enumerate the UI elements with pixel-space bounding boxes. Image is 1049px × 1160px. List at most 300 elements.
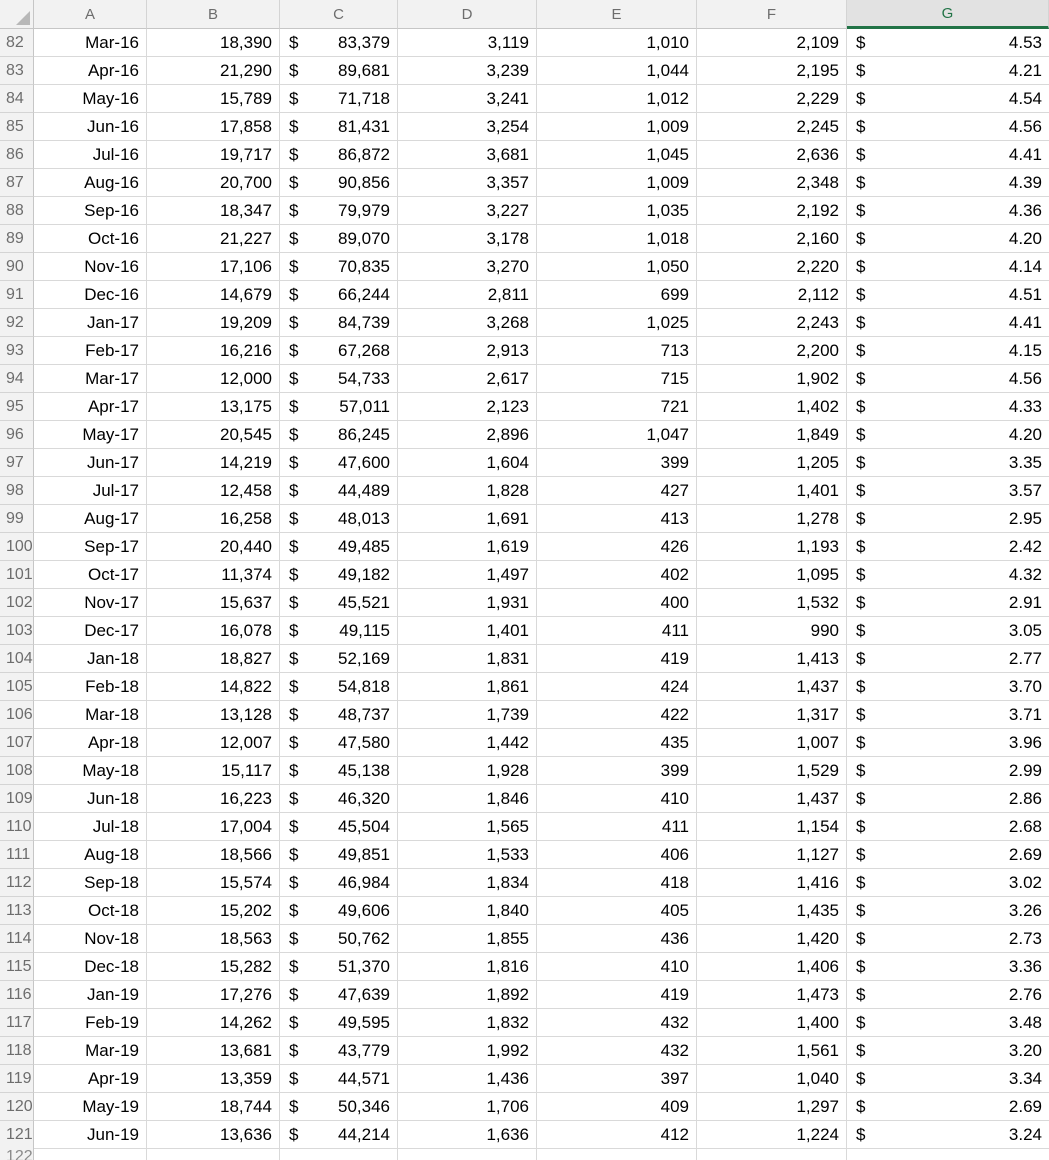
cell-g[interactable] bbox=[847, 1093, 1049, 1121]
cell-c[interactable] bbox=[280, 169, 398, 197]
row-header[interactable]: 117 bbox=[0, 1009, 34, 1037]
cell-c[interactable] bbox=[280, 505, 398, 533]
cell-d[interactable] bbox=[398, 841, 537, 869]
cell-e[interactable] bbox=[537, 617, 697, 645]
cell-c[interactable] bbox=[280, 449, 398, 477]
row-header[interactable]: 120 bbox=[0, 1093, 34, 1121]
cell-g[interactable] bbox=[847, 785, 1049, 813]
cell-d[interactable] bbox=[398, 645, 537, 673]
cell-d[interactable] bbox=[398, 953, 537, 981]
cell-e[interactable] bbox=[537, 785, 697, 813]
cell-a[interactable] bbox=[34, 1037, 147, 1065]
row-header[interactable]: 104 bbox=[0, 645, 34, 673]
cell-d[interactable] bbox=[398, 701, 537, 729]
cell-f[interactable] bbox=[697, 113, 847, 141]
cell-b[interactable] bbox=[147, 477, 280, 505]
cell-e[interactable] bbox=[537, 1009, 697, 1037]
column-header-g[interactable]: G bbox=[847, 0, 1049, 29]
cell-e[interactable] bbox=[537, 505, 697, 533]
cell-c[interactable] bbox=[280, 1065, 398, 1093]
row-header[interactable]: 106 bbox=[0, 701, 34, 729]
cell-d[interactable] bbox=[398, 1121, 537, 1149]
cell-d[interactable] bbox=[398, 869, 537, 897]
cell-c[interactable] bbox=[280, 729, 398, 757]
cell-g[interactable] bbox=[847, 757, 1049, 785]
cell-b[interactable] bbox=[147, 1009, 280, 1037]
cell-a[interactable] bbox=[34, 253, 147, 281]
cell-c[interactable] bbox=[280, 841, 398, 869]
cell-c[interactable] bbox=[280, 785, 398, 813]
cell-a[interactable] bbox=[34, 813, 147, 841]
cell-f[interactable] bbox=[697, 281, 847, 309]
cell-e[interactable] bbox=[537, 421, 697, 449]
cell-e[interactable] bbox=[537, 477, 697, 505]
row-header[interactable]: 111 bbox=[0, 841, 34, 869]
cell-a[interactable] bbox=[34, 57, 147, 85]
cell-f[interactable] bbox=[697, 309, 847, 337]
cell-b[interactable] bbox=[147, 645, 280, 673]
cell-e[interactable] bbox=[537, 981, 697, 1009]
cell-g[interactable] bbox=[847, 281, 1049, 309]
cell-a[interactable] bbox=[34, 953, 147, 981]
cell-b[interactable] bbox=[147, 1037, 280, 1065]
cell-d[interactable] bbox=[398, 673, 537, 701]
cell-g[interactable] bbox=[847, 729, 1049, 757]
cell-f[interactable] bbox=[697, 925, 847, 953]
cell-f[interactable] bbox=[697, 897, 847, 925]
cell-f[interactable] bbox=[697, 841, 847, 869]
cell-g[interactable] bbox=[847, 1065, 1049, 1093]
cell-a[interactable] bbox=[34, 85, 147, 113]
cell-a[interactable] bbox=[34, 1093, 147, 1121]
cell-g[interactable] bbox=[847, 225, 1049, 253]
cell-e[interactable] bbox=[537, 813, 697, 841]
cell-e[interactable] bbox=[537, 561, 697, 589]
cell-c[interactable] bbox=[280, 869, 398, 897]
row-header[interactable]: 89 bbox=[0, 225, 34, 253]
cell-g[interactable] bbox=[847, 365, 1049, 393]
cell-g[interactable] bbox=[847, 645, 1049, 673]
cell-c[interactable] bbox=[280, 57, 398, 85]
cell-d[interactable] bbox=[398, 1037, 537, 1065]
cell-b[interactable] bbox=[147, 925, 280, 953]
cell-e[interactable] bbox=[537, 841, 697, 869]
cell-f[interactable] bbox=[697, 477, 847, 505]
cell-e[interactable] bbox=[537, 645, 697, 673]
cell-g[interactable] bbox=[847, 85, 1049, 113]
cell-g[interactable] bbox=[847, 981, 1049, 1009]
cell-c[interactable] bbox=[280, 225, 398, 253]
cell-e[interactable] bbox=[537, 589, 697, 617]
cell-a[interactable] bbox=[34, 449, 147, 477]
cell-g[interactable] bbox=[847, 1121, 1049, 1149]
cell-g[interactable] bbox=[847, 421, 1049, 449]
cell-c[interactable] bbox=[280, 533, 398, 561]
cell-b[interactable] bbox=[147, 813, 280, 841]
cell-b[interactable] bbox=[147, 197, 280, 225]
cell-e[interactable] bbox=[537, 757, 697, 785]
row-header[interactable]: 112 bbox=[0, 869, 34, 897]
row-header[interactable]: 86 bbox=[0, 141, 34, 169]
cell-d[interactable] bbox=[398, 505, 537, 533]
cell-c[interactable] bbox=[280, 29, 398, 57]
row-header[interactable]: 110 bbox=[0, 813, 34, 841]
row-header[interactable]: 121 bbox=[0, 1121, 34, 1149]
cell-b[interactable] bbox=[147, 113, 280, 141]
cell-a[interactable] bbox=[34, 757, 147, 785]
cell-f[interactable] bbox=[697, 953, 847, 981]
cell-b[interactable] bbox=[147, 757, 280, 785]
cell-d[interactable] bbox=[398, 169, 537, 197]
cell-e[interactable] bbox=[537, 337, 697, 365]
cell-d[interactable] bbox=[398, 477, 537, 505]
cell-e[interactable] bbox=[537, 365, 697, 393]
cell-g[interactable] bbox=[847, 673, 1049, 701]
cell-d[interactable] bbox=[398, 617, 537, 645]
cell-e[interactable] bbox=[537, 1037, 697, 1065]
row-header[interactable]: 82 bbox=[0, 29, 34, 57]
cell-d[interactable] bbox=[398, 365, 537, 393]
cell-a[interactable] bbox=[34, 701, 147, 729]
column-header-e[interactable]: E bbox=[537, 0, 697, 29]
cell-d[interactable] bbox=[398, 1148, 537, 1160]
cell-a[interactable] bbox=[34, 281, 147, 309]
cell-b[interactable] bbox=[147, 729, 280, 757]
cell-g[interactable] bbox=[847, 141, 1049, 169]
row-header[interactable]: 109 bbox=[0, 785, 34, 813]
cell-e[interactable] bbox=[537, 169, 697, 197]
cell-g[interactable] bbox=[847, 337, 1049, 365]
cell-g[interactable] bbox=[847, 57, 1049, 85]
cell-f[interactable] bbox=[697, 757, 847, 785]
cell-c[interactable] bbox=[280, 897, 398, 925]
cell-e[interactable] bbox=[537, 309, 697, 337]
cell-a[interactable] bbox=[34, 337, 147, 365]
cell-f[interactable] bbox=[697, 981, 847, 1009]
cell-f[interactable] bbox=[697, 813, 847, 841]
row-header[interactable]: 87 bbox=[0, 169, 34, 197]
cell-a[interactable] bbox=[34, 477, 147, 505]
cell-f[interactable] bbox=[697, 505, 847, 533]
cell-a[interactable] bbox=[34, 589, 147, 617]
cell-e[interactable] bbox=[537, 1121, 697, 1149]
select-all-corner[interactable] bbox=[0, 0, 34, 29]
cell-e[interactable] bbox=[537, 113, 697, 141]
cell-b[interactable] bbox=[147, 869, 280, 897]
row-header[interactable]: 103 bbox=[0, 617, 34, 645]
cell-e[interactable] bbox=[537, 953, 697, 981]
row-header[interactable]: 84 bbox=[0, 85, 34, 113]
cell-b[interactable] bbox=[147, 393, 280, 421]
column-header-a[interactable]: A bbox=[34, 0, 147, 29]
cell-b[interactable] bbox=[147, 897, 280, 925]
cell-d[interactable] bbox=[398, 449, 537, 477]
cell-d[interactable] bbox=[398, 897, 537, 925]
cell-d[interactable] bbox=[398, 85, 537, 113]
cell-d[interactable] bbox=[398, 197, 537, 225]
cell-b[interactable] bbox=[147, 337, 280, 365]
cell-e[interactable] bbox=[537, 225, 697, 253]
cell-f[interactable] bbox=[697, 449, 847, 477]
row-header[interactable]: 102 bbox=[0, 589, 34, 617]
row-header[interactable]: 100 bbox=[0, 533, 34, 561]
row-header[interactable]: 95 bbox=[0, 393, 34, 421]
cell-e[interactable] bbox=[537, 897, 697, 925]
cell-a[interactable] bbox=[34, 365, 147, 393]
cell-g[interactable] bbox=[847, 477, 1049, 505]
cell-e[interactable] bbox=[537, 1148, 697, 1160]
cell-a[interactable] bbox=[34, 869, 147, 897]
row-header[interactable]: 105 bbox=[0, 673, 34, 701]
cell-e[interactable] bbox=[537, 1065, 697, 1093]
cell-c[interactable] bbox=[280, 113, 398, 141]
cell-c[interactable] bbox=[280, 617, 398, 645]
cell-a[interactable] bbox=[34, 1121, 147, 1149]
cell-b[interactable] bbox=[147, 617, 280, 645]
cell-f[interactable] bbox=[697, 617, 847, 645]
cell-d[interactable] bbox=[398, 1065, 537, 1093]
cell-g[interactable] bbox=[847, 701, 1049, 729]
cell-a[interactable] bbox=[34, 309, 147, 337]
cell-g[interactable] bbox=[847, 1009, 1049, 1037]
cell-a[interactable] bbox=[34, 421, 147, 449]
cell-f[interactable] bbox=[697, 533, 847, 561]
cell-b[interactable] bbox=[147, 841, 280, 869]
cell-b[interactable] bbox=[147, 785, 280, 813]
cell-a[interactable] bbox=[34, 561, 147, 589]
cell-b[interactable] bbox=[147, 589, 280, 617]
row-header[interactable]: 88 bbox=[0, 197, 34, 225]
cell-e[interactable] bbox=[537, 393, 697, 421]
cell-c[interactable] bbox=[280, 309, 398, 337]
cell-f[interactable] bbox=[697, 421, 847, 449]
cell-e[interactable] bbox=[537, 29, 697, 57]
row-header[interactable]: 91 bbox=[0, 281, 34, 309]
cell-c[interactable] bbox=[280, 757, 398, 785]
cell-c[interactable] bbox=[280, 701, 398, 729]
cell-a[interactable] bbox=[34, 841, 147, 869]
cell-c[interactable] bbox=[280, 477, 398, 505]
cell-b[interactable] bbox=[147, 981, 280, 1009]
cell-f[interactable] bbox=[697, 1009, 847, 1037]
row-header[interactable]: 92 bbox=[0, 309, 34, 337]
cell-a[interactable] bbox=[34, 645, 147, 673]
cell-c[interactable] bbox=[280, 393, 398, 421]
cell-f[interactable] bbox=[697, 1093, 847, 1121]
cell-c[interactable] bbox=[280, 1148, 398, 1160]
cell-d[interactable] bbox=[398, 589, 537, 617]
cell-c[interactable] bbox=[280, 197, 398, 225]
cell-b[interactable] bbox=[147, 281, 280, 309]
cell-e[interactable] bbox=[537, 869, 697, 897]
cell-b[interactable] bbox=[147, 141, 280, 169]
cell-a[interactable] bbox=[34, 393, 147, 421]
cell-e[interactable] bbox=[537, 197, 697, 225]
cell-a[interactable] bbox=[34, 533, 147, 561]
cell-g[interactable] bbox=[847, 869, 1049, 897]
cell-g[interactable] bbox=[847, 505, 1049, 533]
cell-b[interactable] bbox=[147, 673, 280, 701]
cell-d[interactable] bbox=[398, 757, 537, 785]
cell-a[interactable] bbox=[34, 1148, 147, 1160]
cell-d[interactable] bbox=[398, 141, 537, 169]
cell-f[interactable] bbox=[697, 561, 847, 589]
cell-a[interactable] bbox=[34, 729, 147, 757]
cell-c[interactable] bbox=[280, 981, 398, 1009]
cell-d[interactable] bbox=[398, 981, 537, 1009]
cell-g[interactable] bbox=[847, 449, 1049, 477]
cell-e[interactable] bbox=[537, 729, 697, 757]
cell-e[interactable] bbox=[537, 57, 697, 85]
cell-d[interactable] bbox=[398, 729, 537, 757]
cell-a[interactable] bbox=[34, 785, 147, 813]
cell-d[interactable] bbox=[398, 57, 537, 85]
cell-a[interactable] bbox=[34, 897, 147, 925]
cell-f[interactable] bbox=[697, 869, 847, 897]
row-header[interactable]: 101 bbox=[0, 561, 34, 589]
row-header[interactable]: 113 bbox=[0, 897, 34, 925]
row-header[interactable]: 107 bbox=[0, 729, 34, 757]
cell-f[interactable] bbox=[697, 29, 847, 57]
cell-a[interactable] bbox=[34, 29, 147, 57]
cell-d[interactable] bbox=[398, 29, 537, 57]
cell-b[interactable] bbox=[147, 253, 280, 281]
cell-b[interactable] bbox=[147, 29, 280, 57]
cell-b[interactable] bbox=[147, 1121, 280, 1149]
cell-c[interactable] bbox=[280, 561, 398, 589]
column-header-b[interactable]: B bbox=[147, 0, 280, 29]
cell-d[interactable] bbox=[398, 1093, 537, 1121]
cell-f[interactable] bbox=[697, 1037, 847, 1065]
cell-f[interactable] bbox=[697, 57, 847, 85]
cell-c[interactable] bbox=[280, 673, 398, 701]
cell-g[interactable] bbox=[847, 169, 1049, 197]
cell-c[interactable] bbox=[280, 421, 398, 449]
cell-b[interactable] bbox=[147, 309, 280, 337]
row-header[interactable]: 98 bbox=[0, 477, 34, 505]
cell-f[interactable] bbox=[697, 645, 847, 673]
cell-e[interactable] bbox=[537, 925, 697, 953]
cell-a[interactable] bbox=[34, 1065, 147, 1093]
cell-c[interactable] bbox=[280, 1093, 398, 1121]
cell-f[interactable] bbox=[697, 1148, 847, 1160]
cell-f[interactable] bbox=[697, 337, 847, 365]
cell-g[interactable] bbox=[847, 393, 1049, 421]
cell-a[interactable] bbox=[34, 673, 147, 701]
cell-f[interactable] bbox=[697, 729, 847, 757]
cell-c[interactable] bbox=[280, 1009, 398, 1037]
cell-f[interactable] bbox=[697, 1121, 847, 1149]
row-header[interactable]: 116 bbox=[0, 981, 34, 1009]
cell-c[interactable] bbox=[280, 1037, 398, 1065]
cell-d[interactable] bbox=[398, 113, 537, 141]
cell-d[interactable] bbox=[398, 393, 537, 421]
cell-f[interactable] bbox=[697, 169, 847, 197]
row-header[interactable]: 115 bbox=[0, 953, 34, 981]
cell-a[interactable] bbox=[34, 617, 147, 645]
cell-a[interactable] bbox=[34, 925, 147, 953]
cell-e[interactable] bbox=[537, 281, 697, 309]
cell-c[interactable] bbox=[280, 365, 398, 393]
cell-g[interactable] bbox=[847, 29, 1049, 57]
cell-e[interactable] bbox=[537, 253, 697, 281]
cell-b[interactable] bbox=[147, 1148, 280, 1160]
row-header[interactable]: 108 bbox=[0, 757, 34, 785]
cell-a[interactable] bbox=[34, 1009, 147, 1037]
cell-a[interactable] bbox=[34, 225, 147, 253]
column-header-f[interactable]: F bbox=[697, 0, 847, 29]
cell-d[interactable] bbox=[398, 225, 537, 253]
cell-c[interactable] bbox=[280, 925, 398, 953]
cell-f[interactable] bbox=[697, 225, 847, 253]
cell-d[interactable] bbox=[398, 785, 537, 813]
cell-b[interactable] bbox=[147, 1065, 280, 1093]
cell-b[interactable] bbox=[147, 169, 280, 197]
cell-f[interactable] bbox=[697, 253, 847, 281]
cell-g[interactable] bbox=[847, 841, 1049, 869]
cell-g[interactable] bbox=[847, 533, 1049, 561]
cell-e[interactable] bbox=[537, 85, 697, 113]
row-header[interactable]: 93 bbox=[0, 337, 34, 365]
cell-b[interactable] bbox=[147, 505, 280, 533]
cell-a[interactable] bbox=[34, 169, 147, 197]
cell-f[interactable] bbox=[697, 197, 847, 225]
cell-a[interactable] bbox=[34, 197, 147, 225]
cell-f[interactable] bbox=[697, 365, 847, 393]
cell-d[interactable] bbox=[398, 561, 537, 589]
cell-d[interactable] bbox=[398, 337, 537, 365]
cell-e[interactable] bbox=[537, 1093, 697, 1121]
cell-d[interactable] bbox=[398, 421, 537, 449]
cell-d[interactable] bbox=[398, 253, 537, 281]
cell-b[interactable] bbox=[147, 57, 280, 85]
row-header[interactable]: 96 bbox=[0, 421, 34, 449]
row-header[interactable]: 99 bbox=[0, 505, 34, 533]
cell-a[interactable] bbox=[34, 141, 147, 169]
cell-b[interactable] bbox=[147, 533, 280, 561]
row-header[interactable]: 90 bbox=[0, 253, 34, 281]
cell-c[interactable] bbox=[280, 337, 398, 365]
cell-f[interactable] bbox=[697, 673, 847, 701]
cell-a[interactable] bbox=[34, 981, 147, 1009]
cell-g[interactable] bbox=[847, 253, 1049, 281]
cell-b[interactable] bbox=[147, 85, 280, 113]
cell-c[interactable] bbox=[280, 85, 398, 113]
cell-c[interactable] bbox=[280, 589, 398, 617]
cell-b[interactable] bbox=[147, 701, 280, 729]
cell-e[interactable] bbox=[537, 533, 697, 561]
cell-f[interactable] bbox=[697, 785, 847, 813]
cell-g[interactable] bbox=[847, 1037, 1049, 1065]
cell-f[interactable] bbox=[697, 85, 847, 113]
cell-g[interactable] bbox=[847, 617, 1049, 645]
cell-e[interactable] bbox=[537, 449, 697, 477]
cell-c[interactable] bbox=[280, 281, 398, 309]
cell-g[interactable] bbox=[847, 897, 1049, 925]
cell-g[interactable] bbox=[847, 561, 1049, 589]
cell-g[interactable] bbox=[847, 925, 1049, 953]
cell-e[interactable] bbox=[537, 673, 697, 701]
cell-d[interactable] bbox=[398, 533, 537, 561]
cell-e[interactable] bbox=[537, 141, 697, 169]
cell-b[interactable] bbox=[147, 953, 280, 981]
cell-e[interactable] bbox=[537, 701, 697, 729]
cell-c[interactable] bbox=[280, 141, 398, 169]
cell-c[interactable] bbox=[280, 253, 398, 281]
cell-a[interactable] bbox=[34, 505, 147, 533]
cell-g[interactable] bbox=[847, 197, 1049, 225]
cell-g[interactable] bbox=[847, 953, 1049, 981]
